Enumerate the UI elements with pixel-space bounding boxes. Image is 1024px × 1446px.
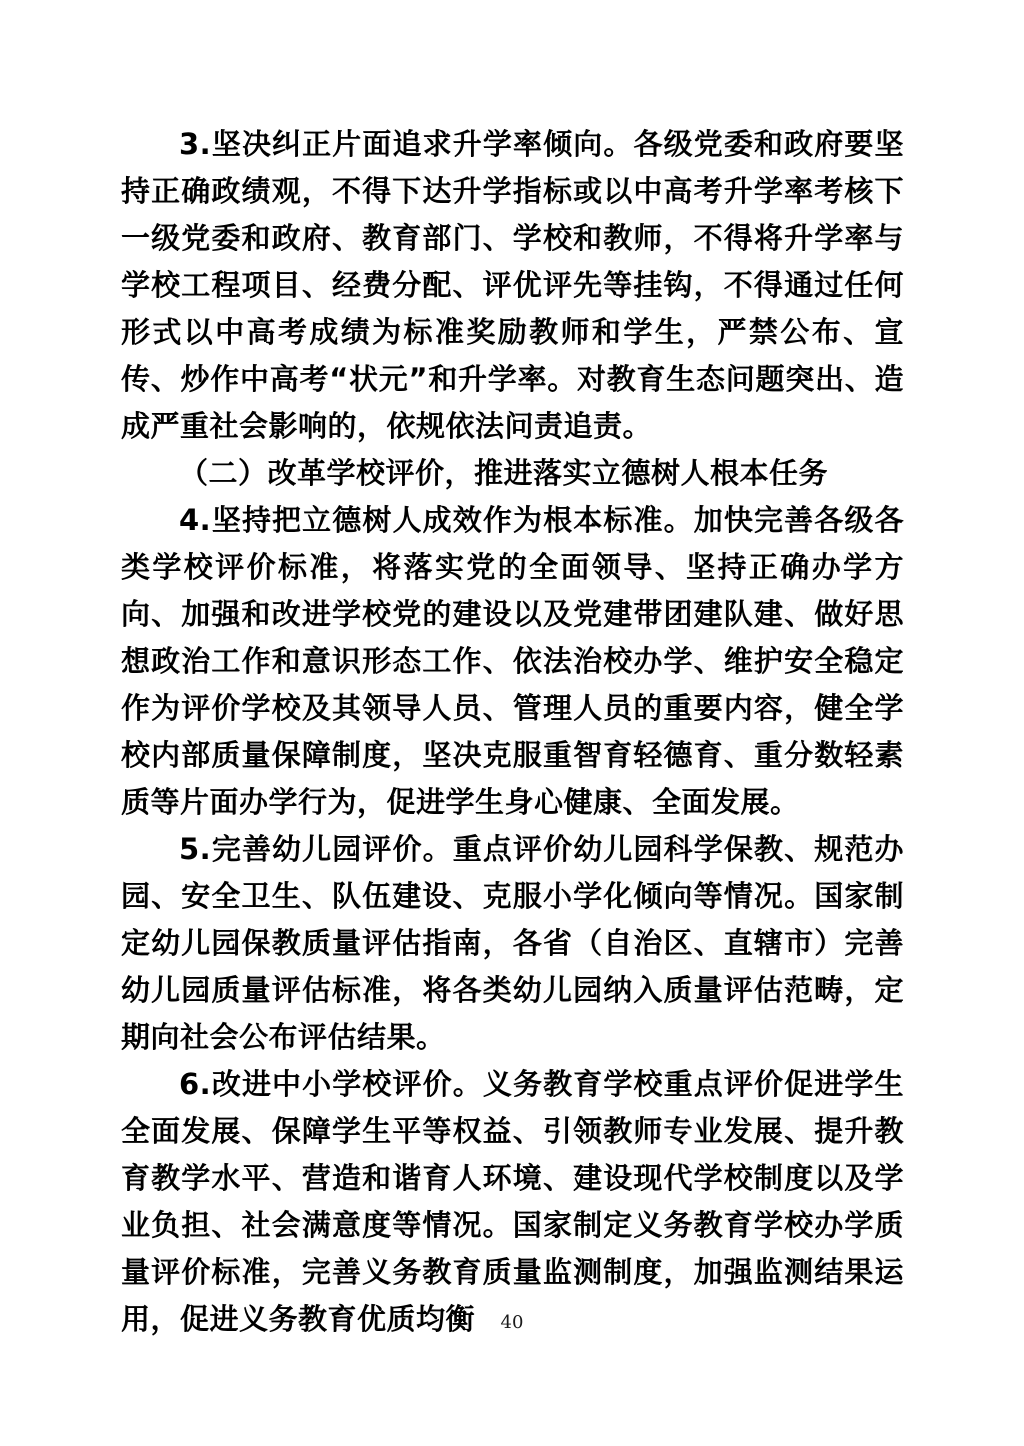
page-number: 40 [500,1312,524,1333]
section-heading-2: （二）改革学校评价，推进落实立德树人根本任务 [179,456,829,490]
paragraph-item-6: 6.改进中小学校评价。义务教育学校重点评价促进学生全面发展、保障学生平等权益、引领教师专业发展、提升教育教学水平、营造和谐育人环境、建设现代学校制度以及学业负担、社会满意度等情况。国家制定义务教育学校办学质量评价标准，完善义务教育质量监测制度，加强监测结果运用，促进义务教育优质均衡 [121,1067,904,1336]
paragraph-item-3: 3.坚决纠正片面追求升学率倾向。各级党委和政府要坚持正确政绩观，不得下达升学指标或以中高考升学率考核下一级党委和政府、教育部门、学校和教师，不得将升学率与学校工程项目、经费分配、评优评先等挂钩，不得通过任何形式以中高考成绩为标准奖励教师和学生，严禁公布、宣传、炒作中高考“状元”和升学率。对教育生态问题突出、造成严重社会影响的，依规依法问责追责。 [121,127,904,443]
paragraph-item-5: 5.完善幼儿园评价。重点评价幼儿园科学保教、规范办园、安全卫生、队伍建设、克服小学化倾向等情况。国家制定幼儿园保教质量评估指南，各省（自治区、直辖市）完善幼儿园质量评估标准，将各类幼儿园纳入质量评估范畴，定期向社会公布评估结果。 [121,832,904,1054]
paragraph-item-4: 4.坚持把立德树人成效作为根本标准。加快完善各级各类学校评价标准，将落实党的全面领导、坚持正确办学方向、加强和改进学校党的建设以及党建带团建队建、做好思想政治工作和意识形态工作、依法治校办学、维护安全稳定作为评价学校及其领导人员、管理人员的重要内容，健全学校内部质量保障制度，坚决克服重智育轻德育、重分数轻素质等片面办学行为，促进学生身心健康、全面发展。 [121,503,904,819]
document-body [121,121,904,1343]
